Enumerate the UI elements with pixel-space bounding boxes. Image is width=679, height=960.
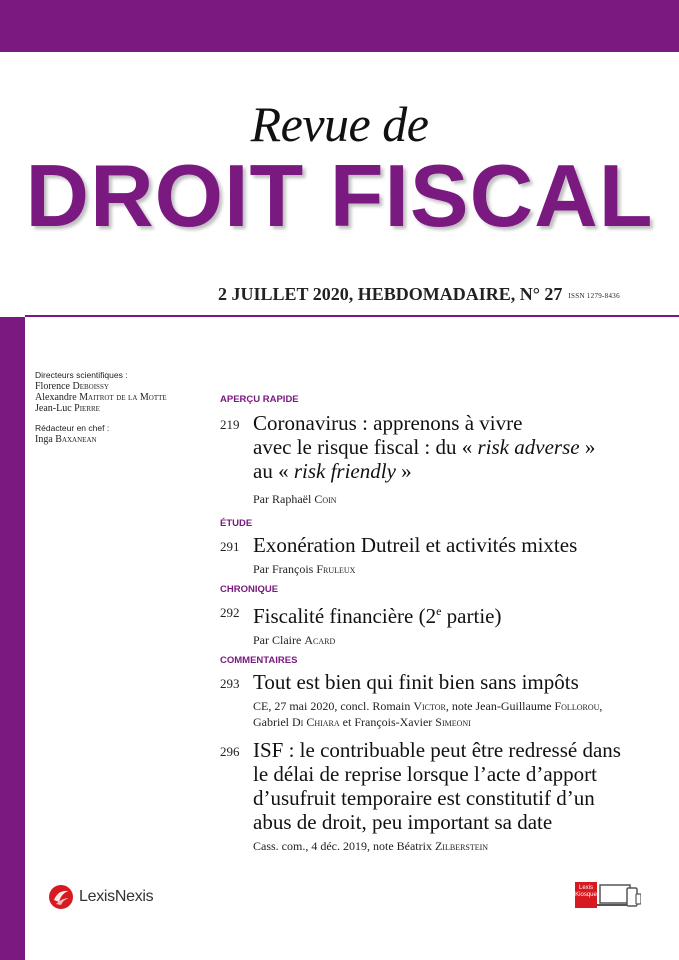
issn: ISSN 1279-8436 bbox=[568, 291, 620, 300]
ref-name: Di Chiara bbox=[291, 715, 340, 729]
masthead-droit-fiscal: DROIT FISCAL bbox=[25, 146, 654, 245]
left-color-band bbox=[0, 317, 25, 960]
article-title: Exonération Dutreil et activités mixtes bbox=[253, 533, 578, 557]
devices-icon bbox=[597, 882, 641, 908]
title-line: d’usufruit temporaire est constitutif d’un bbox=[253, 786, 595, 810]
section-etude: ÉTUDE bbox=[220, 518, 253, 529]
ref-text: CE, 27 mai 2020, concl. Romain bbox=[253, 699, 411, 713]
editor-first-name: Inga bbox=[35, 434, 53, 445]
director-first-name: Jean-Luc bbox=[35, 403, 72, 414]
ref-name: Simeoni bbox=[435, 715, 471, 729]
title-emphasis: risk friendly bbox=[293, 459, 396, 483]
ref-name: Zilberstein bbox=[434, 839, 489, 853]
director-name bbox=[35, 392, 215, 403]
author-prefix: Par Raphaël bbox=[253, 492, 312, 506]
issue-date: 2 JUILLET 2020, HEBDOMADAIRE, N° 27 bbox=[218, 284, 563, 304]
title-line: ISF : le contribuable peut être redressé dans bbox=[253, 738, 621, 762]
director-last-name: Deboissy bbox=[72, 381, 109, 392]
title-line: » bbox=[579, 435, 596, 459]
article-292[interactable] bbox=[220, 599, 670, 648]
masthead-revue-de: Revue de bbox=[250, 96, 429, 152]
article-293[interactable] bbox=[220, 670, 670, 730]
header-divider bbox=[25, 315, 679, 317]
director-last-name: Pierre bbox=[74, 403, 100, 414]
director-first-name: Florence bbox=[35, 381, 70, 392]
director-last-name: Maitrot de la Motte bbox=[79, 392, 167, 403]
author-prefix: Par Claire bbox=[253, 633, 302, 647]
ref-name: Follorou bbox=[554, 699, 600, 713]
top-color-band bbox=[0, 0, 679, 52]
lexisnexis-logo bbox=[48, 884, 153, 910]
title-emphasis: risk adverse bbox=[477, 435, 580, 459]
author-prefix: Par François bbox=[253, 562, 314, 576]
title-line: Fiscalité financière (2 bbox=[253, 604, 437, 628]
article-291[interactable] bbox=[220, 533, 670, 577]
title-line: partie) bbox=[441, 604, 502, 628]
author-last-name: Coin bbox=[314, 492, 337, 506]
ref-name: Victor bbox=[413, 699, 446, 713]
article-author bbox=[253, 632, 670, 648]
article-number: 292 bbox=[220, 605, 240, 620]
ref-text: Cass. com., 4 déc. 2019, note Béatrix bbox=[253, 839, 432, 853]
lexis-kiosque-badge bbox=[575, 882, 641, 908]
title-line: » bbox=[395, 459, 412, 483]
ref-text: , bbox=[599, 699, 603, 713]
director-name bbox=[35, 381, 215, 392]
article-number: 219 bbox=[220, 417, 240, 432]
article-number: 291 bbox=[220, 539, 240, 554]
publisher-name: LexisNexis bbox=[79, 888, 154, 905]
kiosque-logo bbox=[575, 882, 597, 908]
article-title bbox=[253, 738, 670, 834]
section-chronique: CHRONIQUE bbox=[220, 584, 279, 595]
editor-last-name: Baxanean bbox=[55, 434, 97, 445]
table-of-contents bbox=[220, 393, 670, 854]
director-first-name: Alexandre bbox=[35, 392, 77, 403]
section-apercu-rapide: APERÇU RAPIDE bbox=[220, 394, 299, 405]
director-name bbox=[35, 403, 215, 414]
article-219[interactable] bbox=[220, 411, 670, 507]
title-line: avec le risque fiscal : du « bbox=[253, 435, 478, 459]
article-title bbox=[253, 599, 670, 628]
ref-text: Gabriel bbox=[253, 715, 289, 729]
article-number: 293 bbox=[220, 676, 240, 691]
article-title bbox=[253, 411, 670, 483]
article-reference bbox=[253, 698, 670, 730]
title-line: abus de droit, peu important sa date bbox=[253, 810, 553, 834]
title-line: Coronavirus : apprenons à vivre bbox=[253, 411, 523, 435]
author-last-name: Acard bbox=[304, 633, 336, 647]
title-superscript: e bbox=[436, 604, 442, 618]
author-last-name: Fruleux bbox=[316, 562, 356, 576]
article-title: Tout est bien qui finit bien sans impôts bbox=[253, 670, 579, 694]
title-line: le délai de reprise lorsque l’acte d’apport bbox=[253, 762, 598, 786]
article-author bbox=[253, 561, 670, 577]
editorial-board bbox=[35, 370, 215, 445]
ref-text: et François-Xavier bbox=[339, 715, 433, 729]
editor-name bbox=[35, 434, 215, 445]
badge-line: Kiosque bbox=[575, 892, 597, 898]
article-number: 296 bbox=[220, 744, 240, 759]
ref-text: , note Jean-Guillaume bbox=[445, 699, 552, 713]
badge-line: Lexis bbox=[578, 885, 593, 891]
directors-label: Directeurs scientifiques : bbox=[35, 370, 128, 380]
article-296[interactable] bbox=[220, 738, 670, 854]
title-line: au « bbox=[253, 459, 294, 483]
article-author bbox=[253, 491, 670, 507]
lexisnexis-emblem-icon bbox=[48, 884, 74, 910]
article-reference bbox=[253, 838, 670, 854]
section-commentaires: COMMENTAIRES bbox=[220, 655, 298, 666]
issue-dateline bbox=[218, 284, 620, 305]
editor-label: Rédacteur en chef : bbox=[35, 423, 110, 433]
